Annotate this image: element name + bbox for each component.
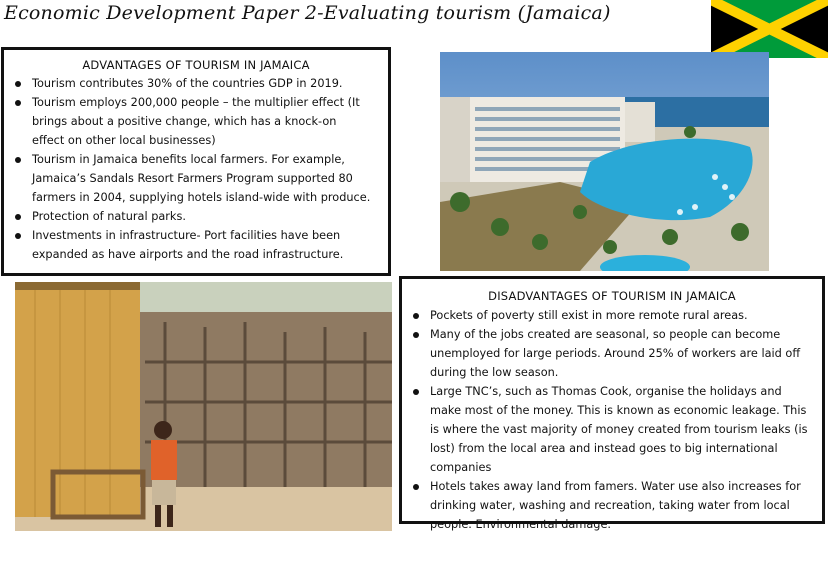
list-item: Protection of natural parks. xyxy=(32,207,372,226)
resort-photo xyxy=(440,52,769,271)
jamaica-flag-icon xyxy=(711,0,828,58)
list-item: Pockets of poverty still exist in more remote rural areas. xyxy=(430,306,814,325)
list-item: Tourism employs 200,000 people – the multiplier effect (It brings about a positive change, which has a knock-on effect on other local businesses) xyxy=(32,93,372,150)
disadvantages-heading: DISADVANTAGES OF TOURISM IN JAMAICA xyxy=(488,289,736,303)
list-item: Tourism in Jamaica benefits local farmers. For example, Jamaica’s Sandals Resort Farmers Program supported 80 farmers in 2004, supplying hotels island-wide with produce. xyxy=(32,150,372,207)
advantages-box xyxy=(1,47,391,276)
shanty-town-photo xyxy=(15,282,392,531)
disadvantages-box xyxy=(399,276,825,531)
list-item: Large TNC’s, such as Thomas Cook, organise the holidays and make most of the money. This is known as economic leakage. This is where the vast majority of money created from tourism leaks (is lost) from the local area and instead goes to big international companies xyxy=(430,382,814,477)
list-item: Investments in infrastructure- Port facilities have been expanded as have airports and the road infrastructure. xyxy=(32,226,372,264)
page-title: Economic Development Paper 2-Evaluating tourism (Jamaica) xyxy=(4,2,611,24)
advantages-list xyxy=(4,74,388,264)
list-item: Hotels takes away land from famers. Water use also increases for drinking water, washing and recreation, taking water from local people. Environmental damage. xyxy=(430,477,814,534)
disadvantages-list xyxy=(402,306,822,534)
advantages-heading: ADVANTAGES OF TOURISM IN JAMAICA xyxy=(82,58,310,72)
list-item: Tourism contributes 30% of the countries GDP in 2019. xyxy=(32,74,372,93)
list-item: Many of the jobs created are seasonal, so people can become unemployed for large periods. Around 25% of workers are laid off during the low season. xyxy=(430,325,814,382)
